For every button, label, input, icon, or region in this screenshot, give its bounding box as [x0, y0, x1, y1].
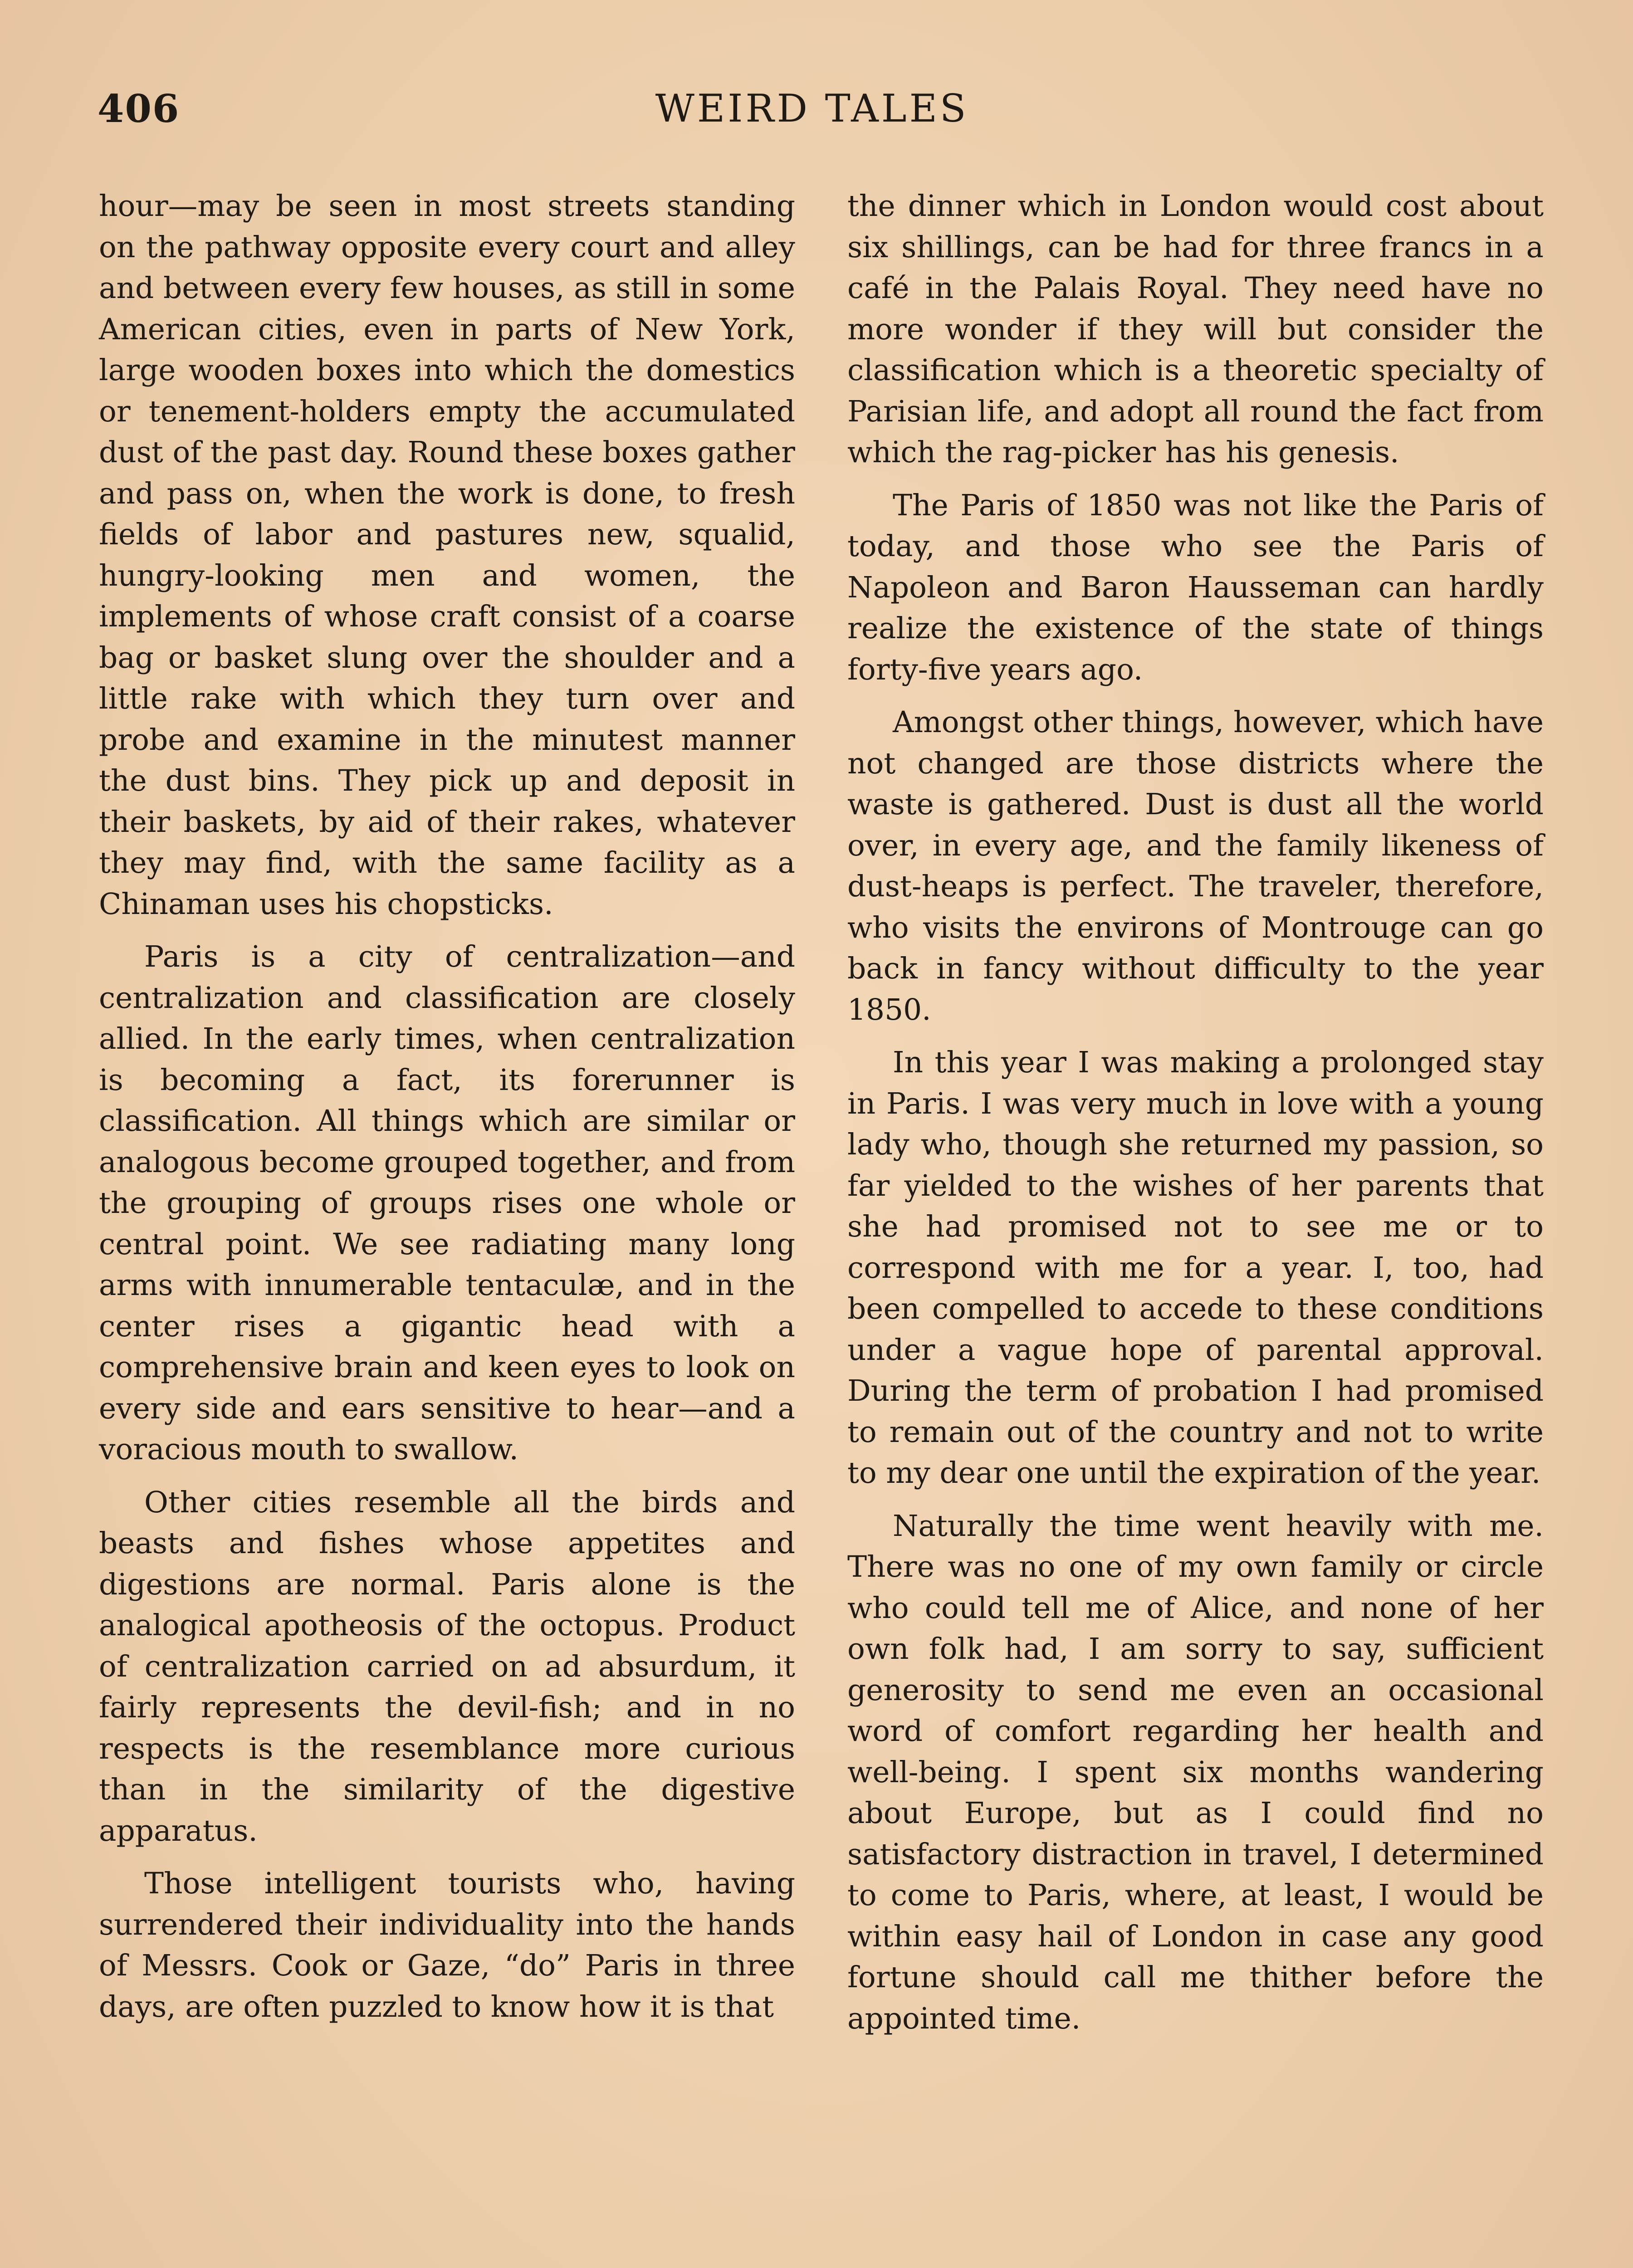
page-number: 406 — [98, 86, 180, 131]
paragraph: Other cities resemble all the birds and beasts and fishes whose appetites and digestions are normal. Paris alone is the analogical apotheosis of the octopus. Product of centralization carried on ad absurdum, it fairly represents the devil-fish; and in no respects is the resemblance more curious than in the similarity of the digestive apparatus. — [99, 1485, 795, 1848]
paragraph: hour—may be seen in most streets standing on the pathway opposite every court and alley and between every few houses, as still in some American cities, even in parts of New York, large wooden boxes into which the domestics or tenement-holders empty the accumulated dust of the past day. Round these boxes gather and pass on, when the work is done, to fresh fields of labor and pastures new, squalid, hungry-looking men and women, the implements of whose craft consist of a coarse bag or basket slung over the shoulder and a little rake with which they turn over and probe and examine in the minutest manner the dust bins. They pick up and deposit in their baskets, by aid of their rakes, whatever they may find, with the same facility as a Chinaman uses his chopsticks. — [99, 189, 795, 921]
paragraph: Paris is a city of centralization—and centralization and classification are closely allied. In the early times, when centralization is becoming a fact, its forerunner is classification. All things which are similar or analogous become grouped together, and from the grouping of groups rises one whole or central point. We see radiating many long arms with innumerable tentaculæ, and in the center rises a gigantic head with a comprehensive brain and keen eyes to look on every side and ears sensitive to hear—and a voracious mouth to swallow. — [99, 940, 795, 1466]
paragraph: Amongst other things, however, which have not changed are those districts where the waste is gathered. Dust is dust all the world over, in every age, and the family likeness of dust-heaps is perfect. The traveler, therefore, who visits the environs of Montrouge can go back in fancy without difficulty to the year 1850. — [847, 705, 1544, 1027]
paragraph: the dinner which in London would cost about six shillings, can be had for three francs in a café in the Palais Royal. They need have no more wonder if they will but consider the classification which is a theoretic specialty of Parisian life, and adopt all round the fact from which the rag-picker has his genesis. — [847, 189, 1544, 469]
paragraph: Those intelligent tourists who, having surrendered their individuality into the hands of Messrs. Cook or Gaze, “do” Paris in three days, are often puzzled to know how it is that — [99, 1867, 795, 2024]
left-column — [99, 186, 795, 2268]
right-column — [847, 186, 1544, 2268]
paragraph: Naturally the time went heavily with me. There was no one of my own family or circle who could tell me of Alice, and none of her own folk had, I am sorry to say, sufficient generosity to send me even an occasional word of comfort regarding her health and well-being. I spent six months wandering about Europe, but as I could find no satisfactory distraction in travel, I determined to come to Paris, where, at least, I would be within easy hail of London in case any good fortune should call me thither before the appointed time. — [847, 1509, 1544, 2036]
page-header — [98, 86, 1526, 141]
paragraph: The Paris of 1850 was not like the Paris of today, and those who see the Paris of Napoleon and Baron Hausseman can hardly realize the existence of the state of things forty-five years ago. — [847, 488, 1544, 687]
running-title: WEIRD TALES — [655, 86, 969, 131]
paragraph: In this year I was making a prolonged stay in Paris. I was very much in love with a young lady who, though she returned my passion, so far yielded to the wishes of her parents that she had promised not to see me or to correspond with me for a year. I, too, had been compelled to accede to these conditions under a vague hope of parental approval. During the term of probation I had promised to remain out of the country and not to write to my dear one until the expiration of the year. — [847, 1046, 1544, 1490]
